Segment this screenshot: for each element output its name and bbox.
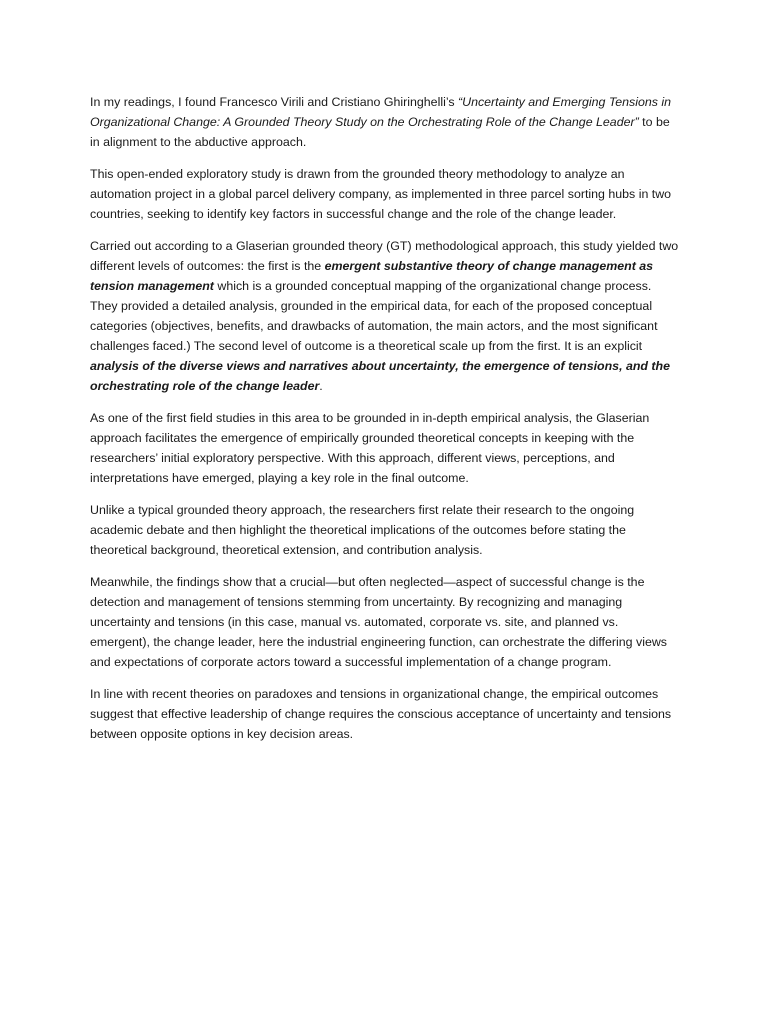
outcomes-emphasis-1: emergent substantive theory of change management as tension management xyxy=(90,259,654,293)
intro-text: In my readings, I found Francesco Virili and Cristiano Ghiringhelli’s xyxy=(90,95,458,109)
outcomes-emphasis-2: analysis of the diverse views and narratives about uncertainty, the emergence of tensions, and the orchestrating role of the change leader xyxy=(90,359,671,393)
paragraph-approach: Unlike a typical grounded theory approach, the researchers first relate their research to the ongoing academic debate and then highlight the theoretical implications of the outcomes before stating the theoretical background, theoretical extension, and contribution analysis. xyxy=(90,503,635,557)
outcomes-text-3: . xyxy=(319,379,323,393)
paragraph-intro xyxy=(90,92,680,152)
paragraph-outcomes xyxy=(90,236,680,396)
document-body xyxy=(90,92,680,756)
outcomes-text-1: Carried out according to a Glaserian grounded theory (GT) methodological approach, this study yielded two different levels of outcomes: the first is the xyxy=(90,239,679,273)
paper-title: “Uncertainty and Emerging Tensions in Organizational Change: A Grounded Theory Study on the Orchestrating Role of the Change Leader” xyxy=(90,95,672,129)
paragraph-study-overview: This open-ended exploratory study is drawn from the grounded theory methodology to analyze an automation project in a global parcel delivery company, as implemented in three parcel sorting hubs in two countries, seeking to identify key factors in successful change and the role of the change leader. xyxy=(90,167,672,221)
paragraph-conclusion: In line with recent theories on paradoxes and tensions in organizational change, the empirical outcomes suggest that effective leadership of change requires the conscious acceptance of uncertainty and tensions between opposite options in key decision areas. xyxy=(90,687,672,741)
paragraph-findings: Meanwhile, the findings show that a crucial—but often neglected—aspect of successful change is the detection and management of tensions stemming from uncertainty. By recognizing and managing uncertainty and tensions (in this case, manual vs. automated, corporate vs. site, and planned vs. emergent), the change leader, here the industrial engineering function, can orchestrate the differing views and expectations of corporate actors toward a successful implementation of a change program. xyxy=(90,575,667,669)
paragraph-field-study: As one of the first field studies in this area to be grounded in in-depth empirical analysis, the Glaserian approach facilitates the emergence of empirically grounded theoretical concepts in keeping with the researchers’ initial exploratory perspective. With this approach, different views, perceptions, and interpretations have emerged, playing a key role in the final outcome. xyxy=(90,411,650,485)
intro-text-end: to be in alignment to the abductive approach. xyxy=(90,115,670,149)
outcomes-text-2: which is a grounded conceptual mapping of the organizational change process. They provided a detailed analysis, grounded in the empirical data, for each of the proposed conceptual categories (objectives, benefits, and drawbacks of automation, the main actors, and the most significant challenges faced.) The second level of outcome is a theoretical scale up from the first. It is an explicit xyxy=(90,279,658,353)
